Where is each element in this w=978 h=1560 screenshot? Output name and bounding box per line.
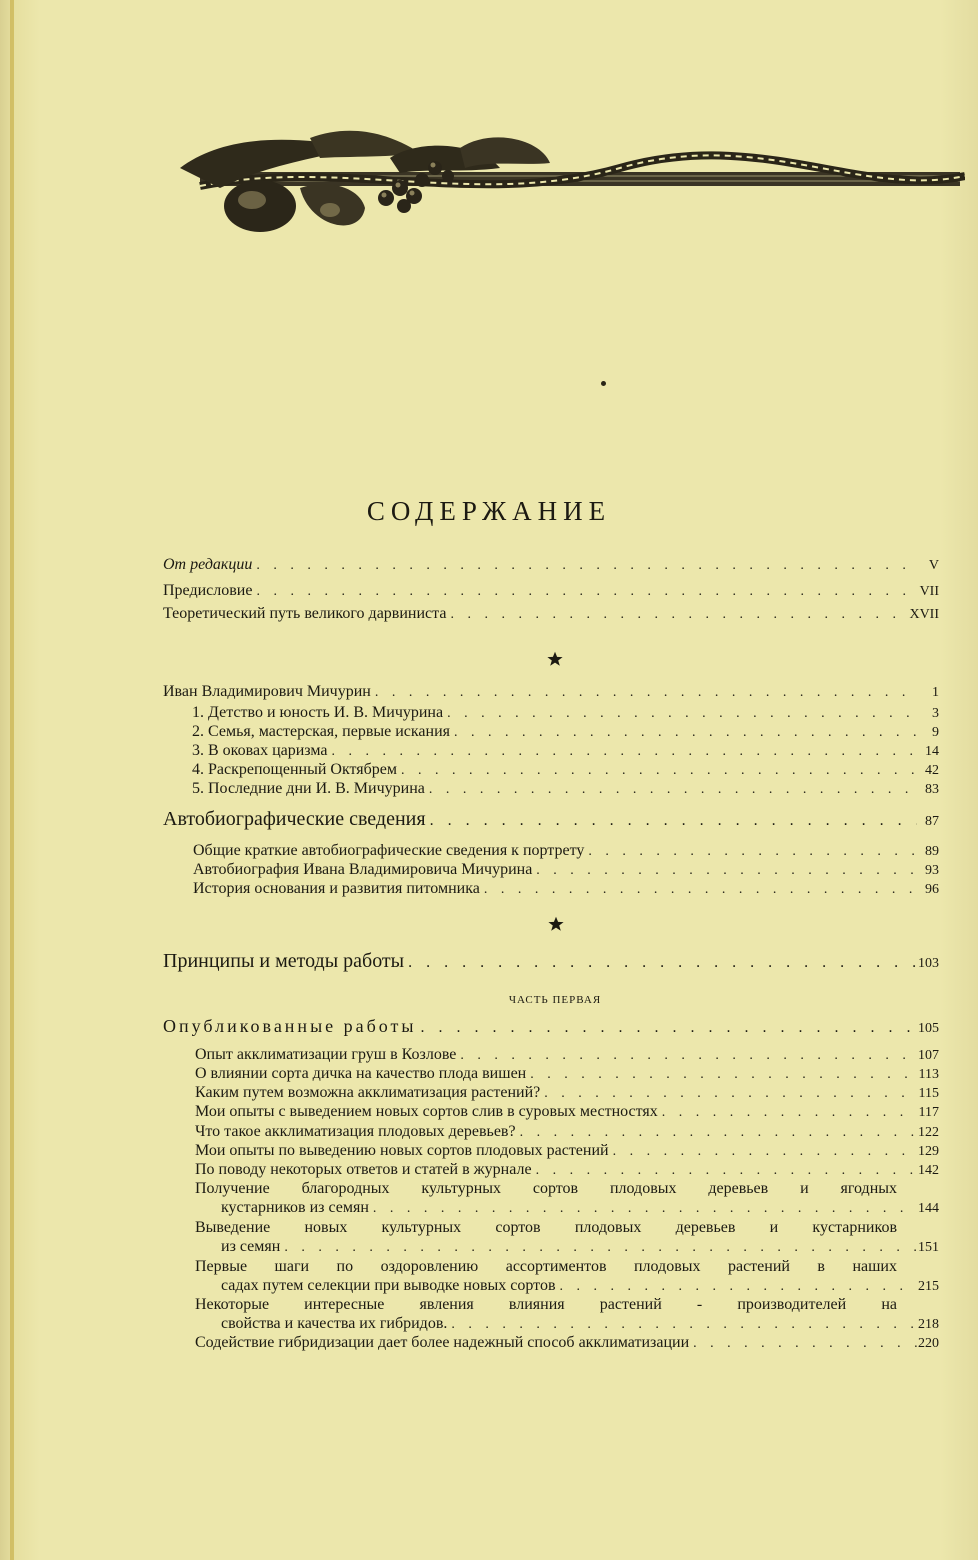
page-edge [10,0,14,1560]
dot-leader [371,685,917,701]
toc-entry-title: 2. Семья, мастерская, первые искания [192,723,451,740]
toc-entry-title: Выведение новых культурных сортов плодовых деревьев и кустарников [195,1219,897,1236]
toc-entry-title: Иван Владимирович Мичурин [163,683,371,700]
toc-entry-page: 151 [918,1240,939,1255]
dot-leader [658,1105,917,1121]
dot-leader [426,812,917,830]
toc-entry[interactable] [163,582,939,600]
toc-entry-continuation[interactable] [221,1238,939,1256]
toc-entry-title: Первые шаги по оздоровлению ассортиментов плодовых растений в наших [195,1258,897,1275]
toc-entry-title: 5. Последние дни И. В. Мичурина [192,780,425,797]
dot-leader [417,1019,917,1037]
toc-entry-title: 1. Детство и юность И. В. Мичурина [192,704,444,721]
toc-entry-page: V [928,558,939,573]
toc-entry[interactable] [193,861,939,879]
toc-entry-page: 83 [925,782,939,797]
dot-leader [404,954,917,972]
toc-entry[interactable] [195,1334,939,1352]
toc-entry[interactable] [163,808,939,831]
toc-entry-page: 113 [918,1067,939,1082]
toc-entry[interactable] [163,1016,939,1037]
dot-leader [540,1086,917,1102]
dot-leader [450,725,917,741]
toc-entry-title: свойства и качества их гибридов. [221,1315,448,1332]
toc-entry-title: из семян [221,1238,281,1255]
toc-entry-title: Мои опыты с выведением новых сортов слив в суровых местностях [195,1103,658,1120]
toc-entry-title: кустарников из семян [221,1199,369,1216]
toc-entry[interactable] [192,761,939,779]
toc-entry-page: 103 [918,956,939,971]
toc-entry[interactable] [195,1084,939,1102]
toc-entry-page: 129 [918,1144,939,1159]
dot-leader [609,1144,917,1160]
dot-leader [446,607,909,623]
toc-entry-page: 117 [918,1105,939,1120]
toc-entry-title: садах путем селекции при выводке новых сортов [221,1277,556,1294]
toc-entry-title: Опубликованные работы [163,1016,417,1036]
toc-entry-page: 89 [925,844,939,859]
toc-entry[interactable] [163,683,939,701]
toc-entry-page: 144 [918,1201,939,1216]
toc-entry-page: XVII [909,607,939,622]
toc-entry-title: Автобиографические сведения [163,808,426,830]
toc-entry-page: 9 [932,725,939,740]
page-title: СОДЕРЖАНИЕ [366,496,612,526]
dot-leader [252,584,917,600]
toc-entry[interactable] [195,1065,939,1083]
toc-entry-title: Принципы и методы работы [163,950,405,972]
toc-entry-title: Автобиография Ивана Владимировича Мичурина [193,861,533,878]
dot-leader [328,744,917,760]
toc-entry-title: 4. Раскрепощенный Октябрем [192,761,398,778]
toc-entry-title: Общие краткие автобиографические сведения к портрету [193,842,585,859]
toc-entry-page: 93 [925,863,939,878]
dot-leader [252,558,917,574]
toc-entry-title: История основания и развития питомника [193,880,480,897]
star-icon [547,651,563,667]
toc-entry-page: 3 [932,706,939,721]
star-icon [548,916,564,932]
dot-leader [369,1201,917,1217]
toc-entry[interactable] [193,842,939,860]
toc-entry-title: Предисловие [163,582,253,599]
toc-entry-title: Каким путем возможна акклиматизация растений? [195,1084,541,1101]
dot-leader [516,1125,917,1141]
toc-entry[interactable] [193,880,939,898]
toc-entry-page: 107 [918,1048,939,1063]
dot-leader [526,1067,917,1083]
toc-entry-title: Опыт акклиматизации груш в Козлове [195,1046,457,1063]
ornament-illustration [160,128,965,240]
toc-entry[interactable] [192,723,939,741]
toc-entry[interactable] [195,1219,897,1237]
dot-leader [556,1279,918,1295]
toc-entry-page: 14 [925,744,939,759]
toc-entry[interactable] [195,1142,939,1160]
toc-entry[interactable] [195,1296,897,1314]
dot-leader [425,782,917,798]
toc-entry-title: От редакции [163,556,253,573]
dot-leader [456,1048,917,1064]
toc-entry-title: Некоторые интересные явления влияния растений - производителей на [195,1296,897,1313]
toc-entry-title: Содействие гибридизации дает более надежный способ акклиматизации [195,1334,690,1351]
toc-entry[interactable] [192,704,939,722]
toc-entry[interactable] [195,1161,939,1179]
toc-entry-continuation[interactable] [221,1315,939,1333]
toc-entry-page: 122 [918,1125,939,1140]
toc-entry-page: 142 [918,1163,939,1178]
dot-leader [584,844,917,860]
toc-entry[interactable] [195,1103,939,1121]
toc-entry-page: 220 [918,1336,939,1351]
dot-leader [447,1317,917,1333]
toc-entry-title: Теоретический путь великого дарвиниста [163,605,447,622]
dot-leader [532,1163,917,1179]
toc-entry[interactable] [195,1258,897,1276]
toc-entry[interactable] [192,742,939,760]
dot-leader [443,706,917,722]
toc-entry-title: Получение благородных культурных сортов плодовых деревьев и ягодных [195,1180,897,1197]
toc-entry-page: 87 [925,814,939,829]
toc-entry[interactable] [195,1046,939,1064]
dot-leader [397,763,917,779]
mark-dot [601,381,606,386]
toc-entry-page: 115 [918,1086,939,1101]
toc-entry[interactable] [192,780,939,798]
toc-entry[interactable] [163,950,939,973]
toc-entry-page: 105 [918,1021,939,1036]
toc-entry-title: По поводу некоторых ответов и статей в журнале [195,1161,532,1178]
toc-entry[interactable] [195,1123,939,1141]
dot-leader [689,1336,917,1352]
dot-leader [532,863,917,879]
dot-leader [480,882,917,898]
toc-entry-continuation[interactable] [221,1277,939,1295]
toc-entry-title: Мои опыты по выведению новых сортов плодовых растений [195,1142,609,1159]
dot-leader [280,1240,917,1256]
toc-entry-title: О влиянии сорта дичка на качество плода вишен [195,1065,527,1082]
toc-entry-continuation[interactable] [221,1199,939,1217]
toc-entry-page: 218 [918,1317,939,1332]
toc-entry-title: Что такое акклиматизация плодовых деревьев? [195,1123,516,1140]
part-label: ЧАСТЬ ПЕРВАЯ [508,994,602,1006]
toc-entry-page: 1 [932,685,939,700]
toc-entry-page: 96 [925,882,939,897]
toc-entry-page: VII [919,584,939,599]
toc-entry[interactable] [163,605,939,623]
toc-entry[interactable] [163,556,939,574]
toc-entry[interactable] [195,1180,897,1198]
toc-entry-page: 42 [925,763,939,778]
toc-entry-page: 215 [918,1279,939,1294]
toc-entry-title: 3. В оковах царизма [192,742,328,759]
